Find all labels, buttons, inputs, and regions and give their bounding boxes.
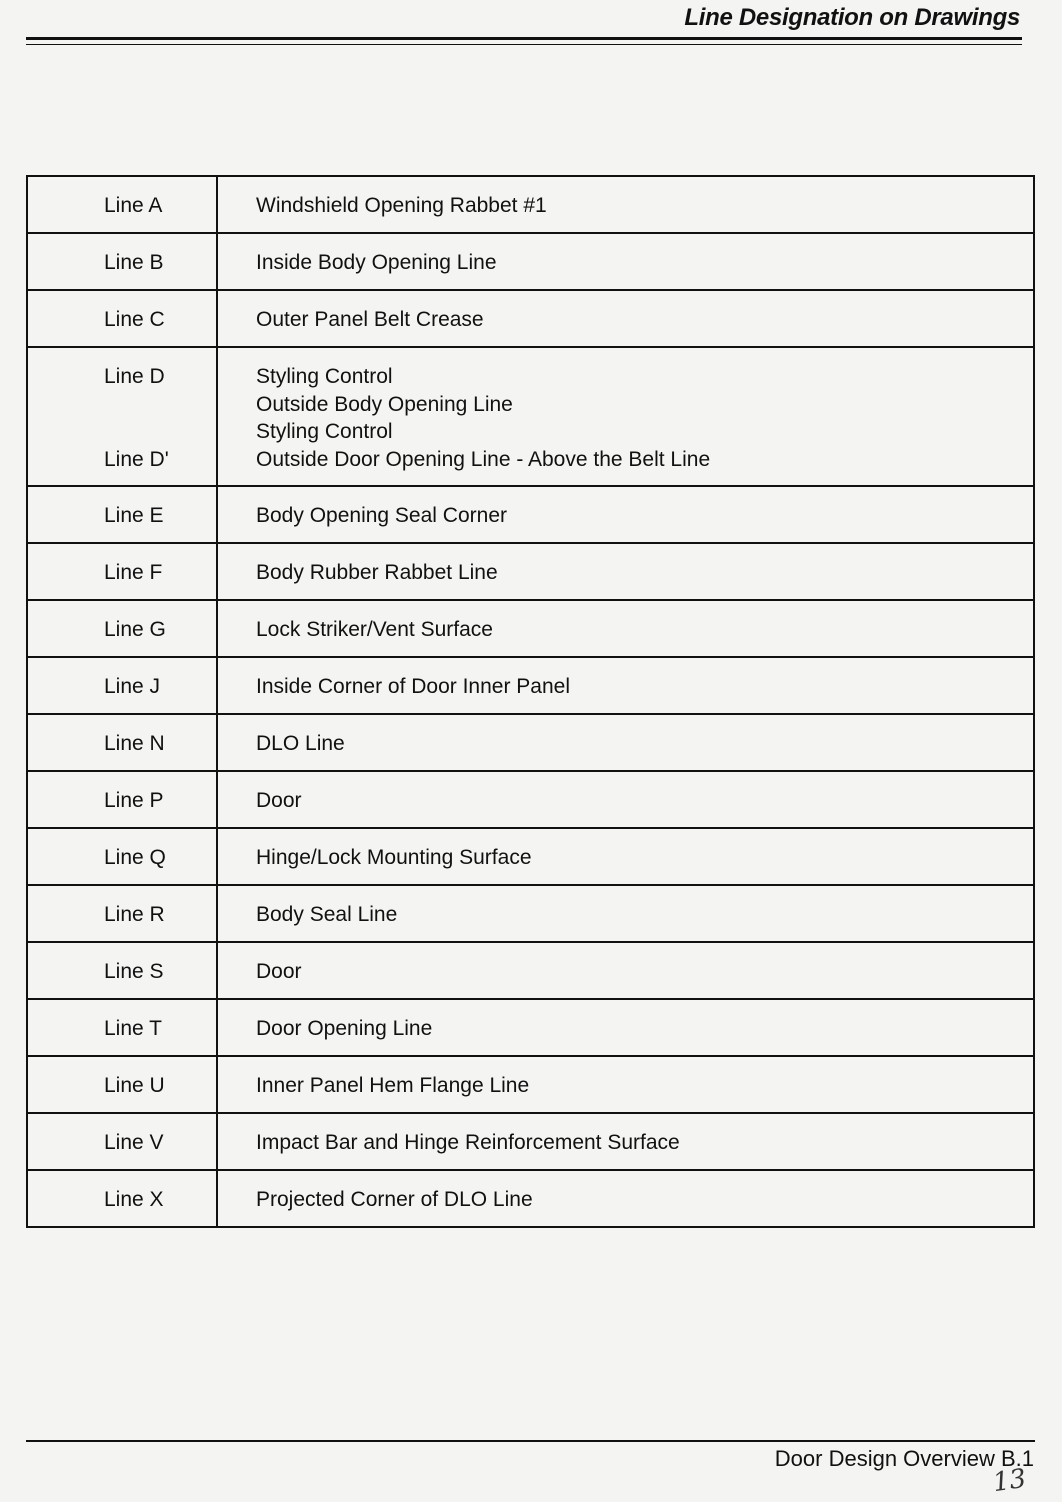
line-code: Line P: [27, 771, 217, 828]
line-code: Line Q: [27, 828, 217, 885]
line-code: Line G: [27, 600, 217, 657]
header-rule-thin: [26, 44, 1022, 45]
header-rule: [26, 37, 1022, 40]
line-code: Line X: [27, 1170, 217, 1227]
line-description: Lock Striker/Vent Surface: [217, 600, 1034, 657]
table-row: [27, 657, 1034, 714]
table-row: [27, 1056, 1034, 1113]
line-code: Line N: [27, 714, 217, 771]
handwritten-page-number: 13: [990, 1463, 1028, 1499]
page-title: Line Designation on Drawings: [684, 4, 1020, 31]
table-row: [27, 600, 1034, 657]
table-row: [27, 347, 1034, 486]
line-description: Inside Corner of Door Inner Panel: [217, 657, 1034, 714]
line-code: Line S: [27, 942, 217, 999]
line-description: Impact Bar and Hinge Reinforcement Surface: [217, 1113, 1034, 1170]
line-designation-table: [26, 175, 1035, 1228]
line-code: Line B: [27, 233, 217, 290]
line-code: Line J: [27, 657, 217, 714]
line-description: Hinge/Lock Mounting Surface: [217, 828, 1034, 885]
line-code: Line T: [27, 999, 217, 1056]
line-description: Windshield Opening Rabbet #1: [217, 176, 1034, 233]
line-description: Styling Control: [256, 420, 393, 443]
table-row: [27, 233, 1034, 290]
line-description: Door Opening Line: [217, 999, 1034, 1056]
line-code: Line E: [27, 486, 217, 543]
line-code: Line U: [27, 1056, 217, 1113]
footer-section-title: Door Design Overview B.1: [774, 1446, 1034, 1471]
line-description: Outside Body Opening Line: [256, 392, 513, 416]
line-description: Inside Body Opening Line: [217, 233, 1034, 290]
line-code: Line D: [104, 365, 165, 388]
table-row: [27, 771, 1034, 828]
table-row: [27, 828, 1034, 885]
line-code: Line V: [27, 1113, 217, 1170]
footer-rule: [26, 1440, 1035, 1442]
line-description: Body Rubber Rabbet Line: [217, 543, 1034, 600]
line-description: Door: [217, 942, 1034, 999]
table-row: [27, 1170, 1034, 1227]
table-row: [27, 290, 1034, 347]
line-description: Inner Panel Hem Flange Line: [217, 1056, 1034, 1113]
table-row: [27, 486, 1034, 543]
line-description: Body Opening Seal Corner: [217, 486, 1034, 543]
table-row: [27, 714, 1034, 771]
line-code: Line F: [27, 543, 217, 600]
line-description: DLO Line: [217, 714, 1034, 771]
table-row: [27, 176, 1034, 233]
table-row: [27, 942, 1034, 999]
line-code-secondary: Line D': [104, 447, 169, 471]
line-description: Door: [217, 771, 1034, 828]
line-description: Styling Control: [256, 365, 393, 388]
table-row: [27, 885, 1034, 942]
line-code-cell: [27, 347, 217, 486]
line-description: Outside Door Opening Line - Above the Belt Line: [256, 447, 711, 471]
line-description: Body Seal Line: [217, 885, 1034, 942]
line-code: Line C: [27, 290, 217, 347]
line-code: Line A: [27, 176, 217, 233]
table-row: [27, 1113, 1034, 1170]
line-description-cell: [217, 347, 1034, 486]
line-code: Line R: [27, 885, 217, 942]
line-description: Projected Corner of DLO Line: [217, 1170, 1034, 1227]
table-row: [27, 543, 1034, 600]
line-description: Outer Panel Belt Crease: [217, 290, 1034, 347]
table-row: [27, 999, 1034, 1056]
